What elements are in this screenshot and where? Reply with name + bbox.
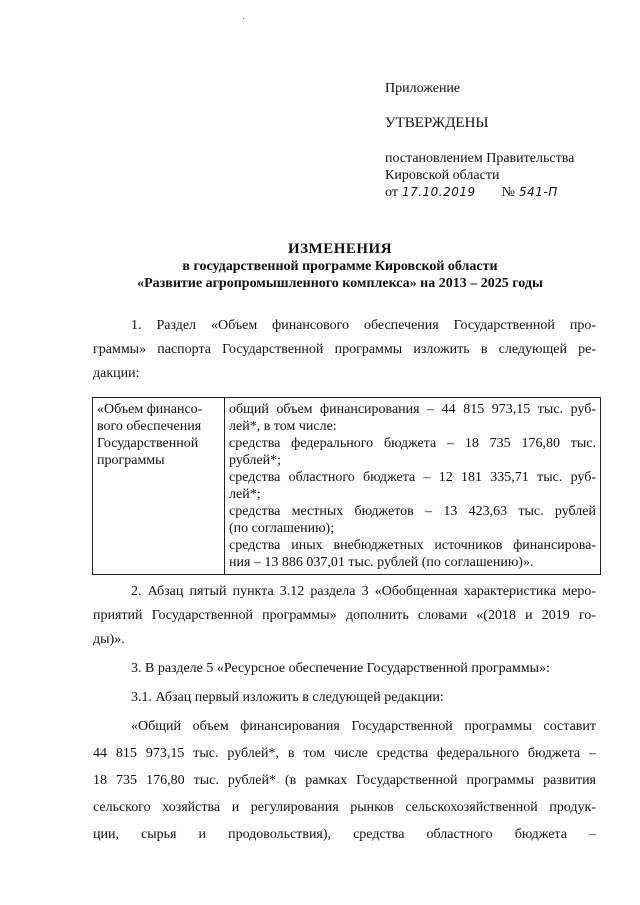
table-value-cell bbox=[225, 398, 601, 575]
heading-line-3: «Развитие агропромышленного комплекса» на 2013 – 2025 годы bbox=[137, 276, 543, 291]
table-label-cell bbox=[93, 398, 225, 575]
p4-line-2: 44 815 973,15 тыс. рублей*, в том числе средства федерального бюджета – bbox=[93, 746, 596, 761]
p2-line-3: ды)». bbox=[93, 632, 125, 647]
p4-line-5: ции, сырья и продовольствия), средства областного бюджета – bbox=[93, 827, 596, 842]
label-line-3: Государственной bbox=[97, 436, 199, 451]
label-line-4: программы bbox=[97, 453, 165, 468]
paragraph-3 bbox=[93, 657, 596, 681]
paragraph-2 bbox=[93, 580, 596, 652]
value-line-1: общий объем финансирования – 44 815 973,15 тыс. руб- bbox=[229, 402, 596, 417]
approved-label: УТВЕРЖДЕНЫ bbox=[385, 115, 489, 131]
value-line-8: (по соглашению); bbox=[229, 521, 335, 536]
handwritten-number: 541-П bbox=[519, 185, 558, 199]
paragraph-1 bbox=[93, 314, 596, 386]
p1-line-1: 1. Раздел «Объем финансового обеспечения Государственной про- bbox=[131, 318, 596, 333]
paragraph-quote bbox=[93, 713, 596, 848]
value-line-7: средства местных бюджетов – 13 423,63 тыс. рублей bbox=[229, 504, 596, 519]
p2-line-2: приятий Государственной программы» дополнить словами «(2018 и 2019 го- bbox=[93, 608, 596, 623]
p3-line-1: 3. В разделе 5 «Ресурсное обеспечение Государственной программы»: bbox=[131, 661, 550, 676]
table-row bbox=[93, 398, 601, 575]
value-line-2: лей*, в том числе: bbox=[229, 419, 337, 434]
date-number-line bbox=[385, 184, 625, 201]
financing-table bbox=[92, 397, 601, 575]
date-label: от bbox=[385, 185, 398, 200]
p1-line-2: граммы» паспорта Государственной программы изложить в следующей ре- bbox=[93, 342, 596, 357]
handwritten-date: 17.10.2019 bbox=[401, 185, 476, 199]
value-line-9: средства иных внебюджетных источников финансирова- bbox=[229, 538, 596, 553]
number-label: № bbox=[501, 185, 516, 200]
label-line-2: вого обеспечения bbox=[97, 419, 202, 434]
value-line-5: средства областного бюджета – 12 181 335,71 тыс. руб- bbox=[229, 470, 596, 485]
p31-line-1: 3.1. Абзац первый изложить в следующей редакции: bbox=[131, 690, 444, 705]
heading-title: ИЗМЕНЕНИЯ bbox=[287, 241, 393, 257]
p4-line-1: «Общий объем финансирования Государственной программы составит bbox=[131, 719, 596, 734]
scan-mark: · bbox=[242, 14, 246, 25]
heading-line-2: в государственной программе Кировской области bbox=[182, 259, 498, 274]
value-line-4: рублей*; bbox=[229, 453, 281, 468]
p2-line-1: 2. Абзац пятый пункта 3.12 раздела 3 «Обобщенная характеристика меро- bbox=[131, 584, 596, 599]
appendix-label: Приложение bbox=[385, 81, 461, 96]
value-line-3: средства федерального бюджета – 18 735 176,80 тыс. bbox=[229, 436, 596, 451]
approval-block bbox=[385, 80, 625, 201]
value-line-10: ния – 13 886 037,01 тыс. рублей (по соглашению)». bbox=[229, 555, 534, 570]
p1-line-3: дакции: bbox=[93, 366, 140, 381]
document-heading bbox=[60, 241, 620, 292]
government-line: Кировской области bbox=[385, 168, 500, 183]
label-line-1: «Объем финансо- bbox=[97, 402, 203, 417]
value-line-6: лей*; bbox=[229, 487, 261, 502]
p4-line-3: 18 735 176,80 тыс. рублей* (в рамках Государственной программы развития bbox=[93, 773, 596, 788]
resolution-line: постановлением Правительства bbox=[385, 151, 575, 166]
p4-line-4: сельского хозяйства и регулирования рынков сельскохозяйственной продук- bbox=[93, 800, 596, 815]
paragraph-3-1 bbox=[93, 686, 596, 710]
